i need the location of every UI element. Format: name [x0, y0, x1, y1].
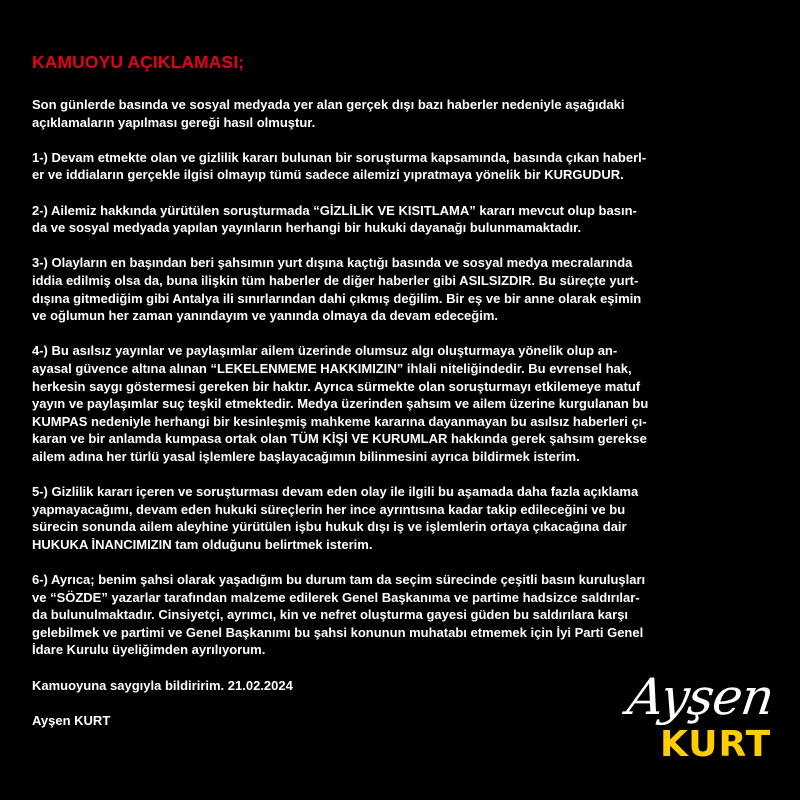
paragraph-3: 3-) Olayların en başından beri şahsımın yurt dışına kaçtığı basında ve sosyal medya mecralarında iddia edilmiş olsa da, buna ilişkin tüm haberler de diğer haberler gibi ASILSIZDIR. Bu süreçte yurt- dışına gitmediğim gibi Antalya ili sınırlarından dahi çıkmış değilim. Bir eş ve bir anne olarak eşimin ve oğlumun her zaman yanındayım ve yanında olmaya da devam edeceğim.	[32, 255, 642, 324]
paragraph-6: 6-) Ayrıca; benim şahsi olarak yaşadığım bu durum tam da seçim sürecinde çeşitli basın kuruluşları ve “SÖZDE” yazarlar tarafından malzeme edilerek Genel Başkanıma ve partime hadsizce saldırılar- da bulunulmaktadır. Cinsiyetçi, ayrımcı, kin ve nefret oluşturma gayesi güden bu saldırılara karşı gelebilmek ve partimi ve Genel Başkanımı bu şahsi konunun muhatabı etmemek için İyi Parti Genel İdare Kurulu üyeliğimden ayrılıyorum.	[32, 572, 646, 658]
paragraph-4: 4-) Bu asılsız yayınlar ve paylaşımlar ailem üzerinde olumsuz algı oluşturmaya yönelik olup an- ayasal güvence altına alınan “LEKELENMEME HAKKIMIZIN” ihlali niteliğindedir. Bu evrensel hak, herkesin saygı göstermesi gereken bir haktır. Ayrıca sürmekte olan soruşturmayı etkilemeye matuf yayın ve paylaşımlar suç teşkil etmektedir. Medya üzerinden şahsım ve ailem üzerine kurgulanan bu KUMPAS nedeniyle herhangi bir kesinleşmiş mahkeme kararına dayanmayan bu asılsız haberleri çı- karan ve bir anlamda kumpasa ortak olan TÜM KİŞİ VE KURUMLAR hakkında gerek şahsım gerekse ailem adına her türlü yasal işlemlere başlayacağımın bilinmesini ayrıca bildirmek isterim.	[32, 343, 649, 464]
signature-script-name: Ayşen	[623, 668, 777, 726]
statement-title: KAMUOYU AÇIKLAMASI;	[32, 52, 245, 72]
paragraph-intro: Son günlerde basında ve sosyal medyada yer alan gerçek dışı bazı haberler nedeniyle aşağıdaki açıklamaların yapılması gereği hasıl olmuştur.	[32, 97, 625, 130]
paragraph-5: 5-) Gizlilik kararı içeren ve soruşturması devam eden olay ile ilgili bu aşamada daha fazla açıklama yapmayacağımı, devam eden hukuki süreçlerin her ince ayrıntısına kadar takip edileceğini ve bu sürecin sonunda ailem aleyhine yürütülen işbu hukuk dışı iş ve işlemlerin ortaya çıkacağına dair HUKUKA İNANCIMIZIN tam olduğunu belirtmek isterim.	[32, 484, 639, 552]
statement-body	[32, 96, 772, 747]
closing-line: Kamuoyuna saygıyla bildiririm. 21.02.2024	[32, 677, 293, 693]
signature-surname: KURT	[660, 724, 772, 765]
author-name: Ayşen KURT	[32, 712, 111, 728]
signature-logo	[618, 668, 778, 778]
paragraph-1: 1-) Devam etmekte olan ve gizlilik kararı bulunan bir soruşturma kapsamında, basında çıkan haberl- er ve iddiaların gerçekle ilgisi olmayıp tümü sadece ailemizi yıpratmaya yönelik bir KURGUDUR.	[32, 149, 647, 183]
paragraph-2: 2-) Ailemiz hakkında yürütülen soruşturmada “GİZLİLİK VE KISITLAMA” kararı mevcut olup basın- da ve sosyal medyada yapılan yayınların herhangi bir hukuki dayanağı bulunmamaktadır.	[32, 202, 637, 236]
